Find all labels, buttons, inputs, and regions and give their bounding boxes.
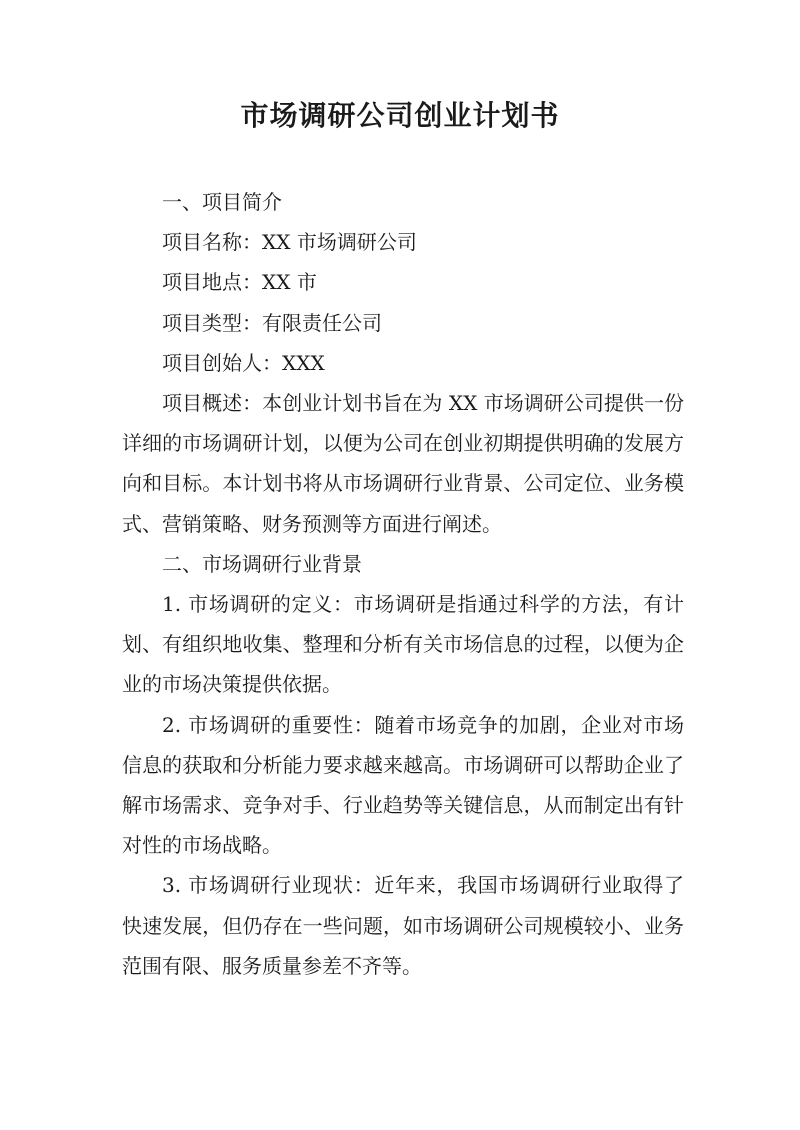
importance-paragraph: 2. 市场调研的重要性：随着市场竞争的加剧，企业对市场信息的获取和分析能力要求越来越高。市场调研可以帮助企业了解市场需求、竞争对手、行业趋势等关键信息，从而制定出有针对性的市场战略。 <box>122 712 684 858</box>
status-paragraph: 3. 市场调研行业现状：近年来，我国市场调研行业取得了快速发展，但仍存在一些问题，如市场调研公司规模较小、业务范围有限、服务质量参差不齐等。 <box>122 873 684 978</box>
section-heading-background: 二、市场调研行业背景 <box>162 551 362 576</box>
section-heading-intro: 一、项目简介 <box>162 190 282 214</box>
definition-paragraph: 1. 市场调研的定义：市场调研是指通过科学的方法，有计划、有组织地收集、整理和分析有关市场信息的过程，以便为企业的市场决策提供依据。 <box>122 592 684 697</box>
project-type-line: 项目类型：有限责任公司 <box>162 310 382 335</box>
document-body <box>122 182 684 986</box>
project-overview-paragraph: 项目概述：本创业计划书旨在为 XX 市场调研公司提供一份详细的市场调研计划，以便为公司在创业初期提供明确的发展方向和目标。本计划书将从市场调研行业背景、公司定位、业务模式、营销策略、财务预测等方面进行阐述。 <box>122 391 684 536</box>
project-founder-line: 项目创始人：XXX <box>162 350 325 375</box>
document-title: 市场调研公司创业计划书 <box>240 99 560 132</box>
project-name-line: 项目名称：XX 市场调研公司 <box>162 230 417 255</box>
project-location-line: 项目地点：XX 市 <box>162 270 317 295</box>
